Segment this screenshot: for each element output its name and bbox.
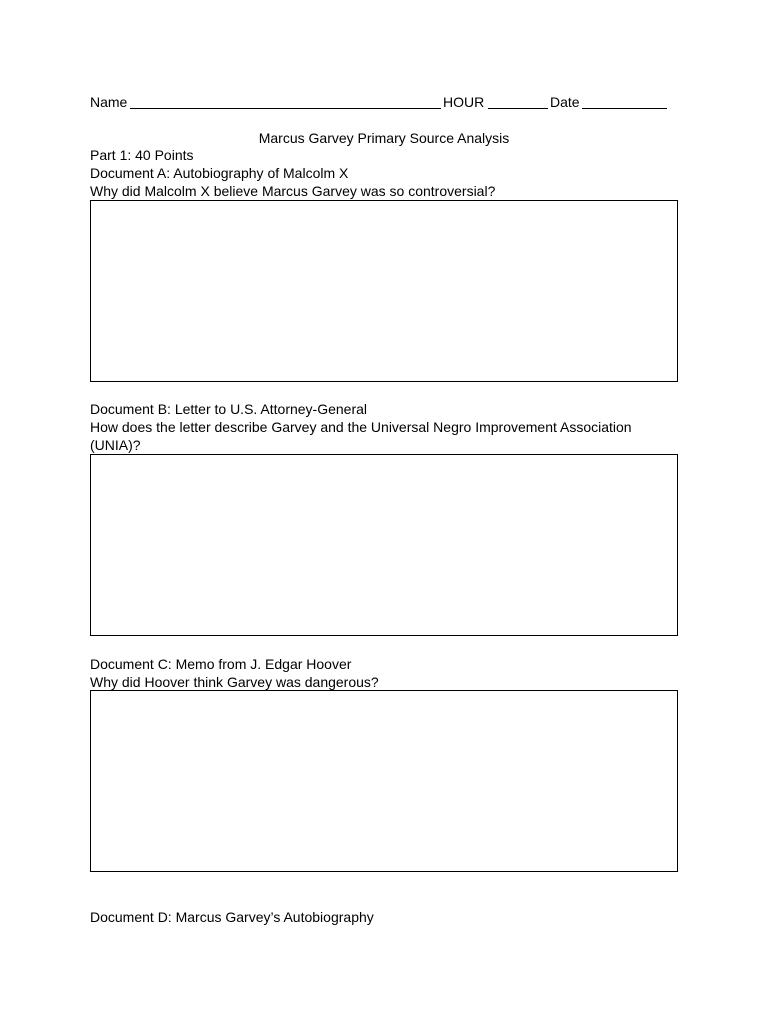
document-b-heading: Document B: Letter to U.S. Attorney-General xyxy=(90,401,368,417)
header-row xyxy=(90,93,670,111)
name-blank[interactable] xyxy=(130,108,441,109)
name-label: Name xyxy=(90,94,128,110)
hour-label: HOUR xyxy=(443,94,485,110)
document-c-heading: Document C: Memo from J. Edgar Hoover xyxy=(90,656,352,672)
date-label: Date xyxy=(550,94,580,110)
document-a-answer-box[interactable] xyxy=(90,200,678,382)
document-c-question: Why did Hoover think Garvey was dangerous? xyxy=(90,674,379,690)
document-d-heading: Document D: Marcus Garvey’s Autobiography xyxy=(90,909,374,925)
document-c-answer-box[interactable] xyxy=(90,690,678,872)
date-blank[interactable] xyxy=(582,108,667,109)
part-label: Part 1: 40 Points xyxy=(90,147,194,163)
hour-blank[interactable] xyxy=(488,108,548,109)
document-a-heading: Document A: Autobiography of Malcolm X xyxy=(90,165,349,181)
document-a-question: Why did Malcolm X believe Marcus Garvey was so controversial? xyxy=(90,183,496,199)
page-title: Marcus Garvey Primary Source Analysis xyxy=(258,130,510,146)
document-b-question: How does the letter describe Garvey and the Universal Negro Improvement Association (UNIA)? xyxy=(90,419,632,453)
document-b-answer-box[interactable] xyxy=(90,454,678,636)
